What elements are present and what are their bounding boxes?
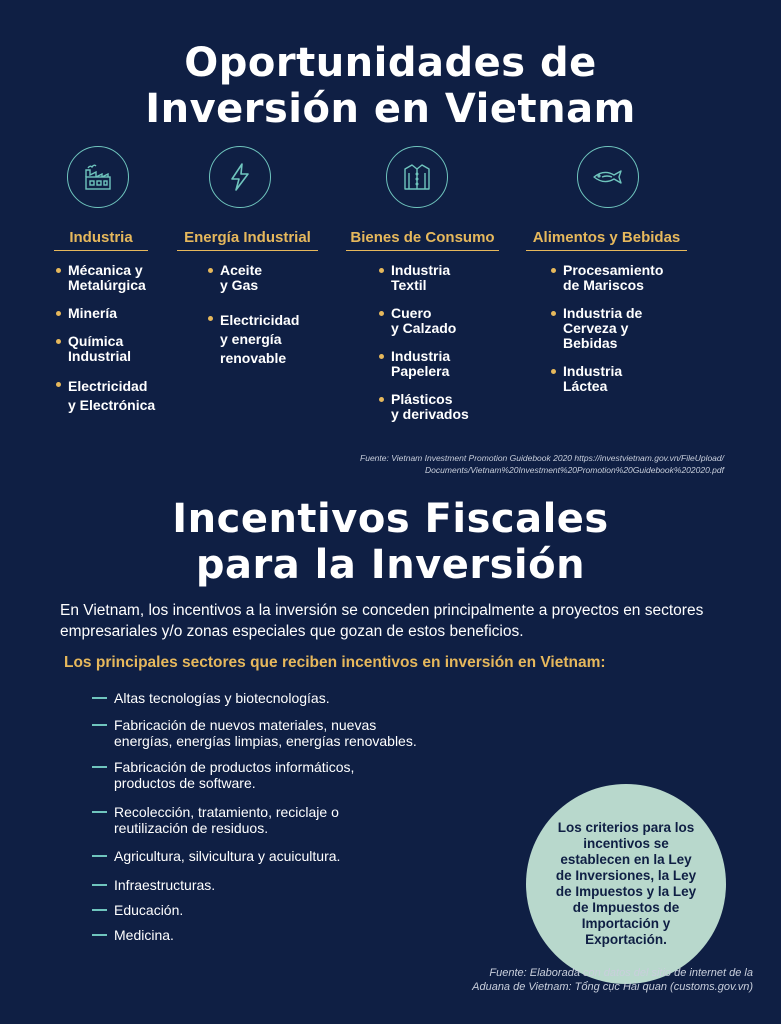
sector-label: Infraestructuras.	[114, 877, 216, 893]
list-item: Plásticos y derivados	[379, 392, 499, 422]
list-item: Química Industrial	[56, 334, 176, 364]
section1-title-line1: Oportunidades de	[184, 40, 597, 86]
fish-icon	[577, 146, 639, 208]
column-heading-energia: Energía Industrial	[177, 229, 318, 251]
sectors-heading: Los principales sectores que reciben incentivos en inversión en Vietnam:	[64, 654, 606, 671]
shirt-icon	[386, 146, 448, 208]
sector-item	[92, 690, 330, 706]
column-heading-industria: Industria	[54, 229, 148, 251]
list-item: Aceite y Gas	[208, 263, 328, 293]
sector-item	[92, 902, 183, 918]
industria-list	[56, 263, 176, 415]
sector-label: Recolección, tratamiento, reciclaje o reutilización de residuos.	[114, 804, 339, 836]
sector-label: Altas tecnologías y biotecnologías.	[114, 690, 330, 706]
sector-label: Fabricación de nuevos materiales, nuevas energías, energías limpias, energías renovables.	[114, 717, 417, 749]
dash-icon	[92, 909, 107, 911]
source-note-1: Fuente: Vietnam Investment Promotion Guidebook 2020 https://investvietnam.gov.vn/FileUpload/ Documents/Vietnam%20Investment%20Promotion%20Guidebook%202020.pdf	[360, 453, 724, 475]
factory-icon	[67, 146, 129, 208]
list-item: Industria Papelera	[379, 349, 499, 379]
sector-item	[92, 717, 417, 749]
column-heading-alimentos: Alimentos y Bebidas	[526, 229, 687, 251]
sector-label: Agricultura, silvicultura y acuicultura.	[114, 848, 341, 864]
section1-title-line2: Inversión en Vietnam	[145, 86, 636, 132]
criteria-circle	[526, 784, 726, 984]
list-item: Minería	[56, 306, 176, 321]
list-item: Industria de Cerveza y Bebidas	[551, 306, 681, 351]
lightning-icon	[209, 146, 271, 208]
dash-icon	[92, 811, 107, 813]
section1-title	[0, 40, 781, 132]
dash-icon	[92, 884, 107, 886]
list-item: Industria Textil	[379, 263, 499, 293]
sector-label: Educación.	[114, 902, 184, 918]
sector-item	[92, 927, 174, 943]
sector-item	[92, 848, 340, 864]
list-item: Industria Láctea	[551, 364, 681, 394]
criteria-text: Los criterios para los incentivos se establecen en la Ley de Inversiones, la Ley de Impuestos y la Ley de Impuestos de Importación y Exportación.	[555, 820, 697, 947]
sector-item	[92, 804, 339, 836]
dash-icon	[92, 724, 107, 726]
list-item: Cuero y Calzado	[379, 306, 499, 336]
list-item: Electricidad y Electrónica	[56, 377, 176, 415]
section2-title-line2: para la Inversión	[195, 542, 586, 588]
intro-paragraph: En Vietnam, los incentivos a la inversión se conceden principalmente a proyectos en sectores empresariales y/o zonas especiales que gozan de estos beneficios.	[60, 602, 704, 640]
section2-title-line1: Incentivos Fiscales	[172, 496, 609, 542]
dash-icon	[92, 855, 107, 857]
sector-label: Medicina.	[114, 927, 174, 943]
dash-icon	[92, 697, 107, 699]
sector-item	[92, 877, 215, 893]
list-item: Electricidad y energía renovable	[208, 311, 328, 368]
list-item: Procesamiento de Mariscos	[551, 263, 681, 293]
section2-title	[0, 496, 781, 588]
energia-list	[208, 263, 328, 368]
source-note-2: Fuente: Elaborada con datos del sitio de internet de la Aduana de Vietnam: Tổng cục Hải quan (customs.gov.vn)	[472, 967, 753, 993]
list-item: Mécanica y Metalúrgica	[56, 263, 176, 293]
column-heading-bienes: Bienes de Consumo	[346, 229, 499, 251]
bienes-list	[379, 263, 499, 422]
sector-item	[92, 759, 354, 791]
dash-icon	[92, 766, 107, 768]
sector-label: Fabricación de productos informáticos, productos de software.	[114, 759, 355, 791]
alimentos-list	[551, 263, 681, 394]
dash-icon	[92, 934, 107, 936]
